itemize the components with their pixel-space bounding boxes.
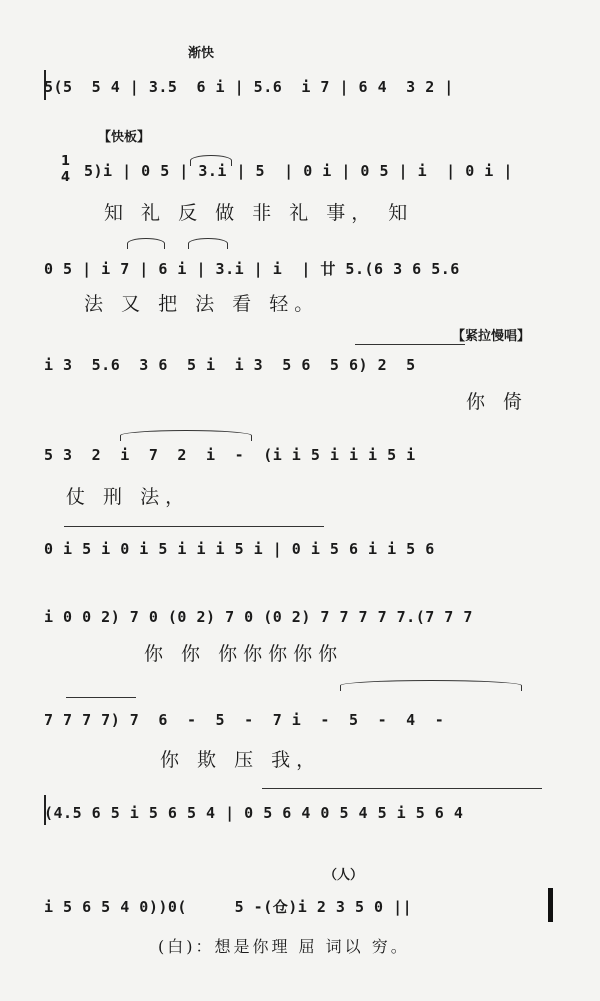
notation-line: 0 i 5 i 0 i 5 i i i 5 i | 0 i 5 6 i i 5 6 <box>44 540 435 558</box>
slur <box>120 430 252 441</box>
score-row <box>44 804 556 844</box>
lyric-line: 仗 刑 法， <box>66 486 191 508</box>
bracket-line <box>66 697 136 698</box>
notation-line: 5)i | 0 5 | 3.i | 5 | 0 i | 0 5 | i | 0 i | <box>84 162 513 180</box>
percussion-marking: （人） <box>324 868 364 883</box>
notation-line: 5(5 5 4 | 3.5 6 i | 5.6 i 7 | 6 4 3 2 | <box>44 78 454 96</box>
lyric-line: 你 欺 压 我， <box>160 749 322 771</box>
bracket-line <box>64 526 324 527</box>
bracket-line <box>262 788 542 789</box>
score-row <box>44 896 556 936</box>
notation-line: i 3 5.6 3 6 5 i i 3 5 6 5 6) 2 5 <box>44 356 416 374</box>
section-marking-kuaiban: 【快板】 <box>98 130 151 145</box>
slur <box>127 238 165 249</box>
notation-line: (4.5 6 5 i 5 6 5 4 | 0 5 6 4 0 5 4 5 i 5 6 4 <box>44 804 464 822</box>
score-row <box>44 78 556 118</box>
notation-line: 7 7 7 7) 7 6 - 5 - 7 i - 5 - 4 - <box>44 711 445 729</box>
lyric-line: 你 你 你你你你你 <box>144 643 344 665</box>
section-marking-jinla: 【紧拉慢唱】 <box>452 329 531 344</box>
lyric-line: (白)：想是你理 屈 词以 穷。 <box>158 937 410 956</box>
slur <box>340 680 522 691</box>
notation-line: 0 5 | i 7 | 6 i | 3.i | i | 廿 5.(6 3 6 5.6 <box>44 260 460 278</box>
time-signature-bottom: 4 <box>61 170 71 185</box>
notation-line: 5 3 2 i 7 2 i - (i i 5 i i i 5 i <box>44 446 416 464</box>
score-row <box>44 162 556 202</box>
slur <box>188 238 228 249</box>
score-row <box>44 446 556 486</box>
score-row <box>44 540 556 580</box>
time-signature-top: 1 <box>61 154 71 169</box>
tempo-marking: 渐快 <box>188 46 215 61</box>
lyric-line: 法 又 把 法 看 轻。 <box>84 293 320 315</box>
bracket-line <box>355 344 465 345</box>
lyric-line: 你 倚 <box>466 391 529 413</box>
notation-line: i 0 0 2) 7 0 (0 2) 7 0 (0 2) 7 7 7 7 7.(7 7 7 <box>44 608 473 626</box>
notation-line: i 5 6 5 4 0))0( 5 -(仓)i 2 3 5 0 || <box>44 898 413 916</box>
lyric-line: 知 礼 反 做 非 礼 事， 知 <box>104 202 414 224</box>
